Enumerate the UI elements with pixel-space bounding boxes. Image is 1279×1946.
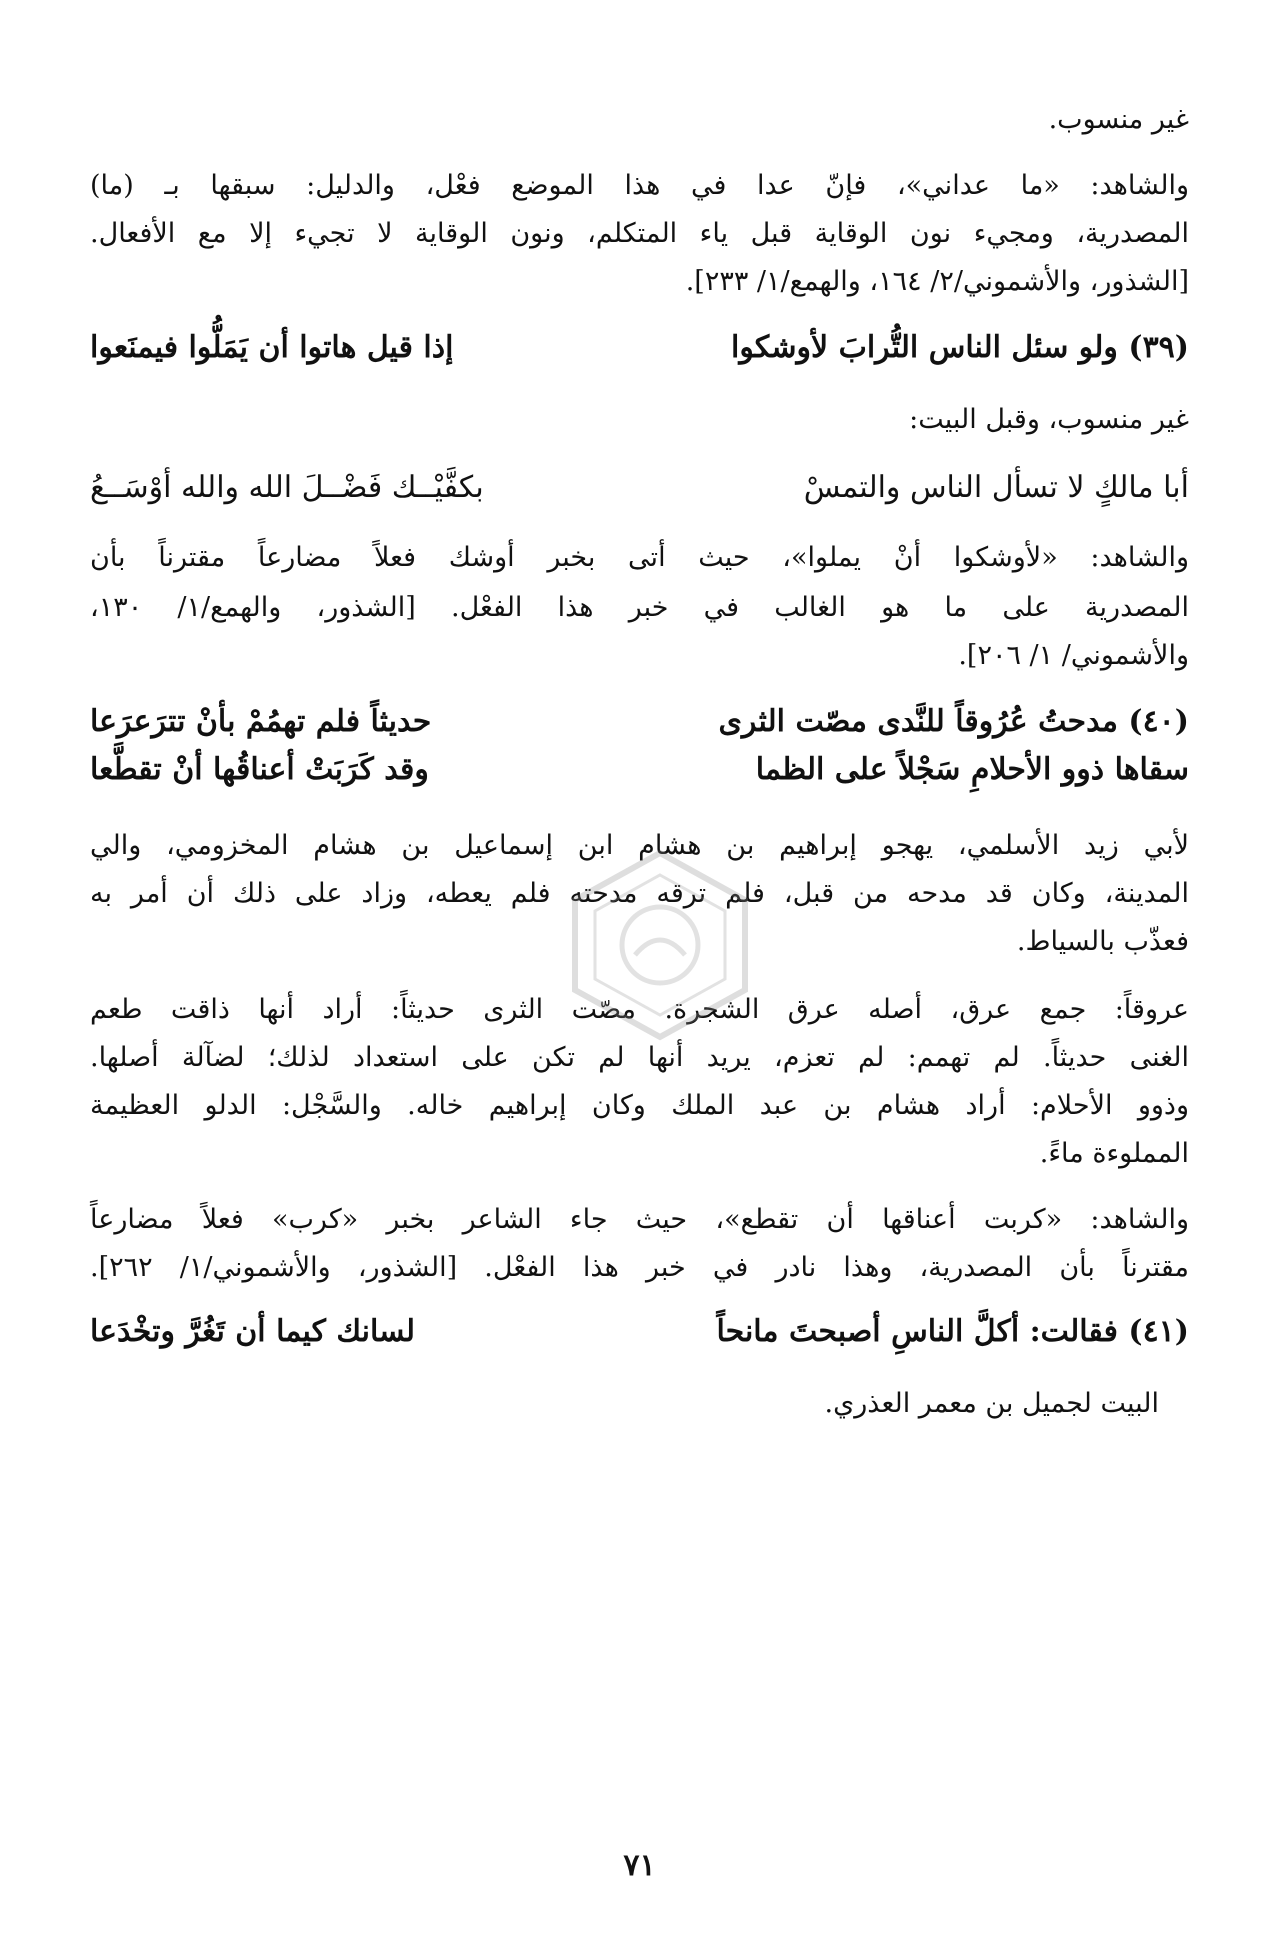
paragraph-line: مقترناً بأن المصدرية، وهذا نادر في خبر هذا الفعْل. [الشذور، والأشموني/١/ ٢٦٢]. — [90, 1252, 1189, 1283]
paragraph-line: والشاهد: «ما عداني»، فإنّ عدا في هذا الموضع فعْل، والدليل: سبقها بـ (ما) — [90, 170, 1189, 201]
verse-41-second-hemistich: لسانك كيما أن تَغُرَّ وتخْدَعا — [90, 1314, 416, 1349]
paragraph-line: والأشموني/ ١/ ٢٠٦]. — [958, 640, 1189, 671]
paragraph-line: لأبي زيد الأسلمي، يهجو إبراهيم بن هشام ابن إسماعيل بن هشام المخزومي، والي — [90, 830, 1189, 861]
paragraph-line: المدينة، وكان قد مدحه من قبل، فلم ترقه مدحته فلم يعطه، وزاد على ذلك أن أمر به — [90, 878, 1189, 909]
paragraph-line: [الشذور، والأشموني/٢/ ١٦٤، والهمع/١/ ٢٣٣]. — [685, 266, 1189, 297]
paragraph-line: المصدرية على ما هو الغالب في خبر هذا الفعْل. [الشذور، والهمع/١/ ١٣٠، — [90, 592, 1189, 623]
paragraph-line: فعذّب بالسياط. — [1016, 926, 1189, 957]
paragraph-line: غير منسوب. — [1048, 104, 1189, 135]
paragraph-line: المملوءة ماءً. — [1039, 1138, 1189, 1169]
page-number: ٧١ — [623, 1848, 656, 1883]
paragraph-line: غير منسوب، وقبل البيت: — [909, 404, 1189, 435]
library-seal-watermark-icon — [560, 845, 760, 1045]
verse-40-line1-second-hemistich: حديثاً فلم تهمُمْ بأنْ تترَعرَعا — [90, 704, 432, 739]
paragraph-line: وذوو الأحلام: أراد هشام بن عبد الملك وكان إبراهيم خاله. والسَّجْل: الدلو العظيمة — [90, 1090, 1189, 1121]
paragraph-line: البيت لجميل بن معمر العذري. — [824, 1388, 1159, 1419]
verse-41-first-hemistich: (٤١) فقالت: أكلَّ الناسِ أصبحتَ مانحاً — [716, 1314, 1189, 1349]
paragraph-line: المصدرية، ومجيء نون الوقاية قبل ياء المتكلم، ونون الوقاية لا تجيء إلا مع الأفعال. — [90, 218, 1189, 249]
preceding-verse-first-hemistich: أبا مالكٍ لا تسأل الناس والتمسْ — [803, 470, 1189, 505]
paragraph-line: الغنى حديثاً. لم تهمم: لم تعزم، يريد أنها لم تكن على استعداد لذلك؛ لضآلة أصلها. — [90, 1042, 1189, 1073]
preceding-verse-second-hemistich: بكفَّيْــك فَضْــلَ الله والله أوْسَــعُ — [90, 470, 484, 505]
paragraph-line: والشاهد: «كربت أعناقها أن تقطع»، حيث جاء الشاعر بخبر «كرب» فعلاً مضارعاً — [90, 1204, 1189, 1235]
verse-39-second-hemistich: إذا قيل هاتوا أن يَمَلُّوا فيمنَعوا — [90, 330, 454, 365]
paragraph-line: عروقاً: جمع عرق، أصله عرق الشجرة. مصّت الثرى حديثاً: أراد أنها ذاقت طعم — [90, 994, 1189, 1025]
paragraph-line: والشاهد: «لأوشكوا أنْ يملوا»، حيث أتى بخبر أوشك فعلاً مضارعاً مقترناً بأن — [90, 542, 1189, 573]
verse-39-first-hemistich: (٣٩) ولو سئل الناس التُّرابَ لأوشكوا — [731, 330, 1189, 365]
verse-40-line2-second-hemistich: وقد كَرَبَتْ أعناقُها أنْ تقطَّعا — [90, 752, 429, 787]
verse-40-line2-first-hemistich: سقاها ذوو الأحلامِ سَجْلاً على الظما — [755, 752, 1189, 787]
verse-40-line1-first-hemistich: (٤٠) مدحتُ عُرُوقاً للنَّدى مصّت الثرى — [718, 704, 1189, 739]
